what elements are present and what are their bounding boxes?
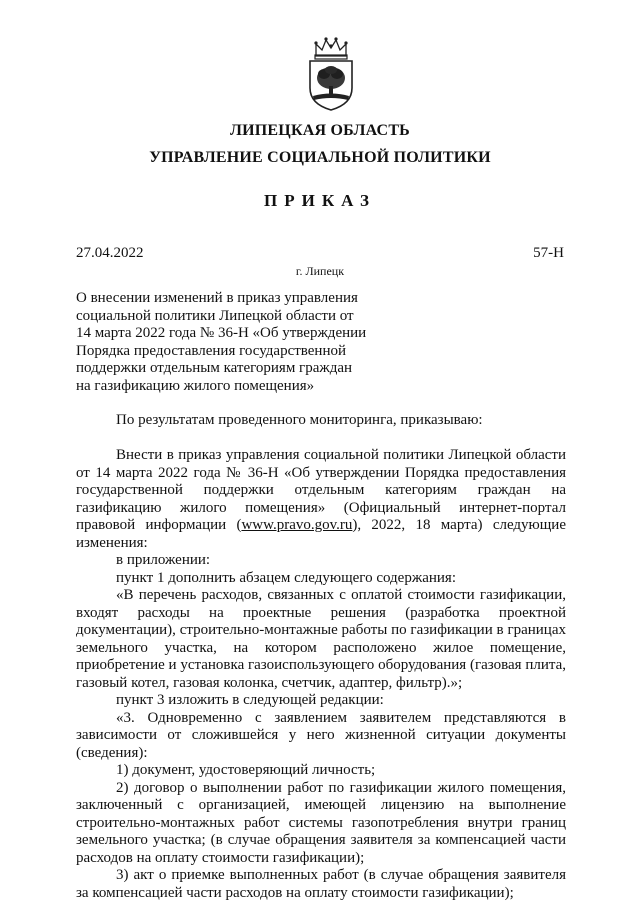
paragraph-text: ), 2022, 18 марта) следующие изменения: xyxy=(76,517,566,551)
paragraph: 3) акт о приемке выполненных работ (в случае обращения заявителя за компенсацией части расходов на оплату стоимости газификации); xyxy=(76,867,566,901)
pravo-gov-link[interactable]: www.pravo.gov.ru xyxy=(241,517,353,533)
order-city: г. Липецк xyxy=(295,264,345,278)
subject-line: социальной политики Липецкой области от xyxy=(76,307,354,324)
region-title: ЛИПЕЦКАЯ ОБЛАСТЬ xyxy=(230,122,410,139)
subject-line: на газификацию жилого помещения» xyxy=(76,377,315,394)
paragraph: пункт 3 изложить в следующей редакции: xyxy=(116,692,384,708)
paragraph: «3. Одновременно с заявлением заявителем представляются в зависимости от сложившейся у него жизненной ситуации документы (сведения): xyxy=(76,709,566,761)
paragraph: пункт 1 дополнить абзацем следующего содержания: xyxy=(116,569,456,586)
intro-paragraph: По результатам проведенного мониторинга, приказываю: xyxy=(116,412,483,428)
paragraph-text: Внести в приказ управления социальной политики Липецкой области от 14 марта 2022 года № 36-Н «Об утверждении Порядка предоставления государственной поддержки отдельным категориям граждан на газификацию жилого помещения» (Официальный интернет-портал правовой информации ( xyxy=(76,447,566,533)
doc-type-title: ПРИКАЗ xyxy=(264,191,376,210)
subject-line: поддержки отдельным категориям граждан xyxy=(76,360,353,376)
order-date: 27.04.2022 xyxy=(76,245,144,261)
order-number: 57-Н xyxy=(533,245,564,261)
coat-of-arms-icon xyxy=(300,36,362,112)
paragraph-amendment xyxy=(76,447,566,552)
paragraph: в приложении: xyxy=(116,552,211,568)
paragraph: 1) документ, удостоверяющий личность; xyxy=(116,762,376,778)
order-body xyxy=(76,412,566,902)
department-title: УПРАВЛЕНИЕ СОЦИАЛЬНОЙ ПОЛИТИКИ xyxy=(149,149,491,166)
subject-line: Порядка предоставления государственной xyxy=(76,342,347,359)
order-subject xyxy=(76,290,376,395)
paragraph: 2) договор о выполнении работ по газификации жилого помещения, заключенный с организацией, имеющей лицензию на выполнение строительно-монтажных работ системы газопотребления внутри границ земельного участка; (в случае обращения заявителя за компенсацией части расходов на оплату стоимости газификации); xyxy=(76,779,566,866)
paragraph: «В перечень расходов, связанных с оплатой стоимости газификации, входят расходы на проектные решения (разработка проектной документации), строительно-монтажные работы по газификации в границах земельного участка, на котором расположено жилое помещение, приобретение и установка газоиспользующего оборудования (газовая плита, газовый котел, газовая колонка, счетчик, адаптер, фильтр).»; xyxy=(76,587,566,691)
subject-line: 14 марта 2022 года № 36-Н «Об утверждении xyxy=(76,325,367,341)
subject-line: О внесении изменений в приказ управления xyxy=(76,290,358,306)
